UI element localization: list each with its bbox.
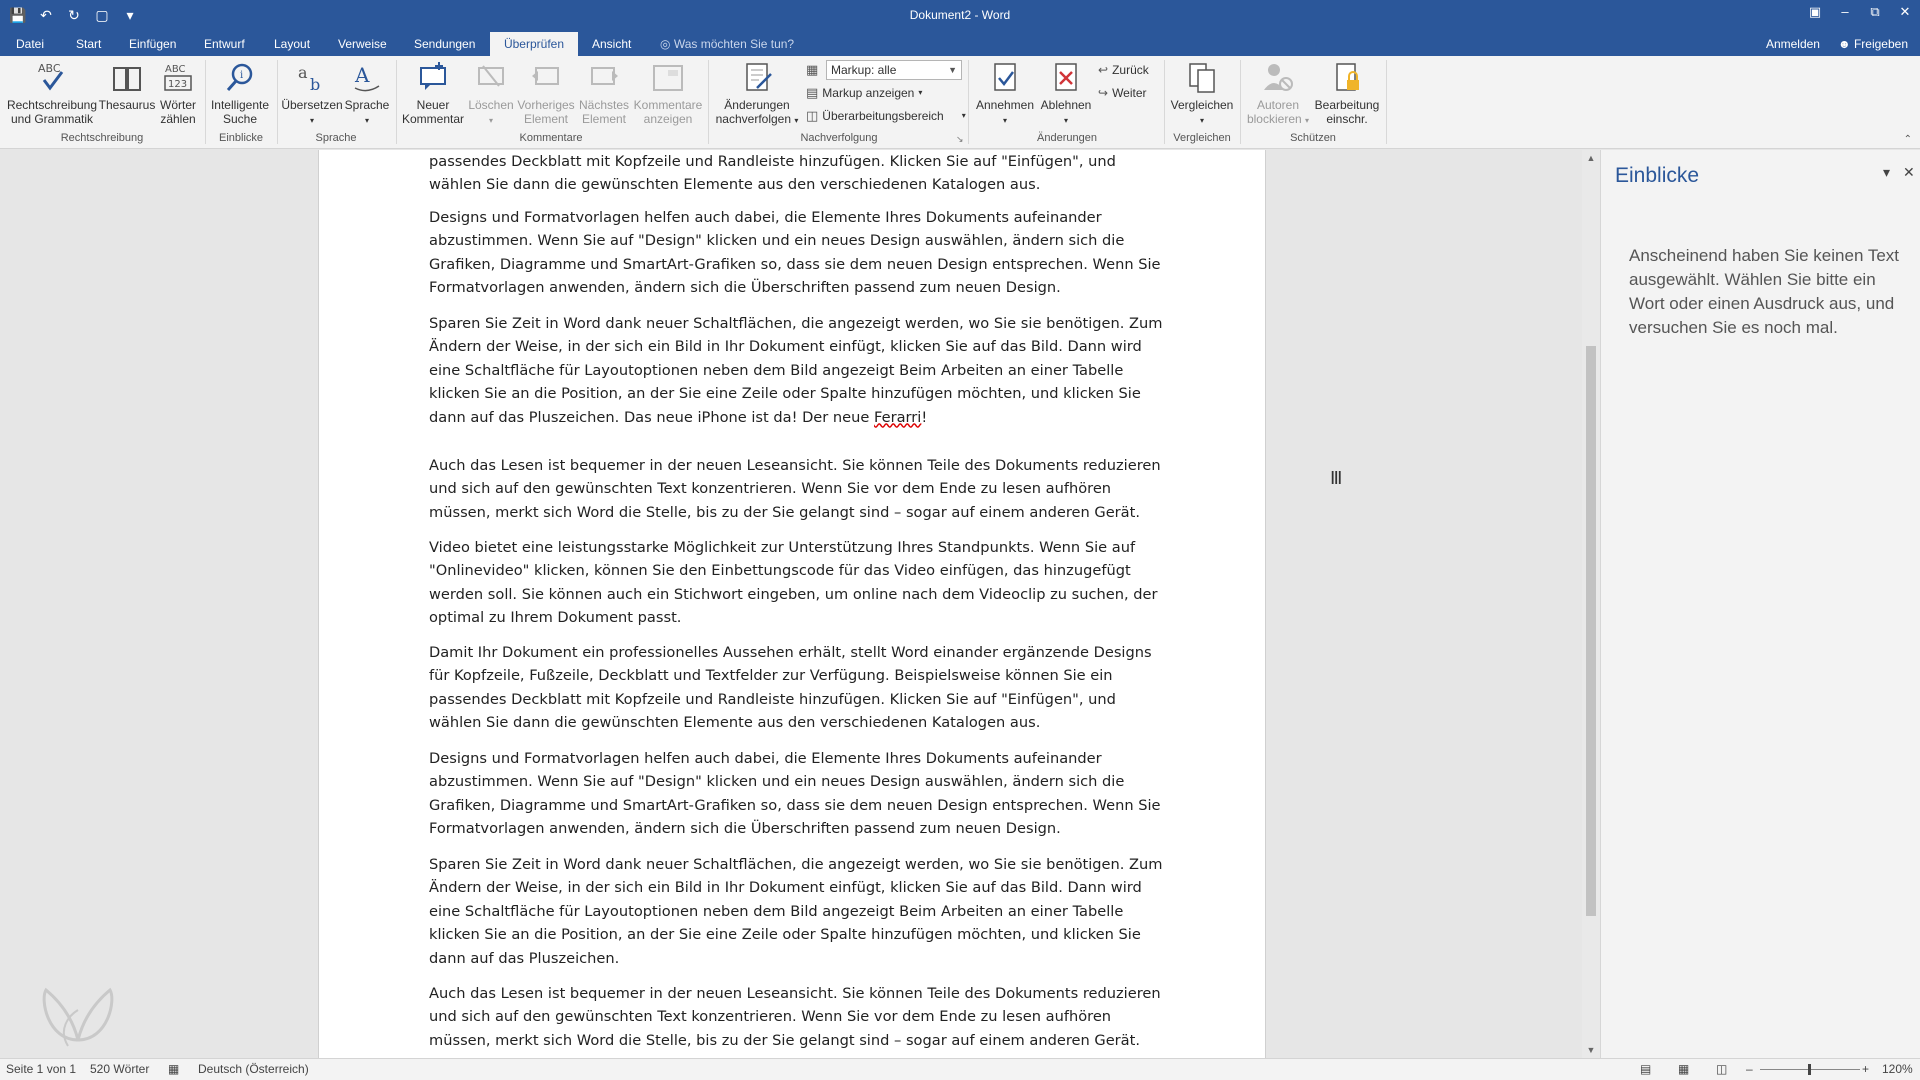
- svg-text:b: b: [310, 75, 321, 94]
- window-title: Dokument2 - Word: [909, 8, 1011, 22]
- group-separator: [1386, 60, 1387, 144]
- track-changes-button[interactable]: Änderungen nachverfolgen ▾: [712, 60, 802, 128]
- restore-icon[interactable]: ⧉: [1870, 4, 1880, 19]
- insights-pane: [1600, 150, 1920, 1058]
- paragraph: Video bietet eine leistungsstarke Möglichkeit zur Unterstützung Ihres Standpunkts. Wenn Sie auf "Onlinevideo" klicken, können Sie den Einbettungscode für das Video einfügen, das hinzugefügt werden soll. Sie können auch ein Stichwort eingeben, um online nach dem Videoclip zu suchen, der optimal zu Ihrem Dokument passt.: [429, 539, 1158, 627]
- book-icon: [109, 60, 145, 96]
- tab-datei[interactable]: Datei: [16, 37, 45, 51]
- smartlookup-label-2: Suche: [222, 112, 258, 126]
- previous-change-icon: ↩: [1098, 63, 1109, 77]
- compare-label: Vergleichen: [1170, 98, 1234, 112]
- next-label-1: Nächstes: [578, 98, 630, 112]
- show-markup-button[interactable]: [806, 83, 922, 103]
- show-markup-label: Markup anzeigen: [822, 86, 915, 100]
- svg-text:ABC: ABC: [38, 62, 61, 75]
- next-comment-icon: [586, 60, 622, 96]
- compare-button[interactable]: Vergleichen ▾: [1166, 60, 1238, 128]
- tell-me-search[interactable]: [660, 32, 794, 56]
- abc-check-icon: [34, 60, 70, 96]
- dialog-launcher-icon[interactable]: ↘: [956, 134, 964, 144]
- word-count-icon: [160, 60, 196, 96]
- share-button[interactable]: [1838, 32, 1908, 56]
- paragraph: Auch das Lesen ist bequemer in der neuen Leseansicht. Sie können Teile des Dokuments reduzieren und sich auf den gewünschten Text konzentrieren. Wenn Sie vor dem Ende zu lesen aufhören müssen, merkt sich Word die Stelle, bis zu der Sie gelangt sind – sogar auf einem anderen Gerät.: [429, 985, 1161, 1049]
- language-status[interactable]: Deutsch (Österreich): [198, 1062, 309, 1076]
- group-label-rechtschreibung: Rechtschreibung: [60, 132, 144, 144]
- block-authors-label-2: blockieren: [1246, 112, 1302, 126]
- ribbon: [0, 56, 1920, 149]
- undo-icon[interactable]: ↶: [40, 7, 52, 23]
- tab-ueberpruefen[interactable]: Überprüfen: [490, 32, 578, 56]
- wordcount-label-1: Wörter: [160, 98, 196, 112]
- group-separator: [396, 60, 397, 144]
- group-separator: [968, 60, 969, 144]
- group-label-vergleichen: Vergleichen: [1173, 132, 1231, 144]
- paragraph: Designs und Formatvorlagen helfen auch dabei, die Elemente Ihres Dokuments aufeinander abzustimmen. Wenn Sie auf "Design" klicken und ein neues Design auswählen, ändern sich die Grafiken, Diagramme und SmartArt-Grafiken so, dass sie dem neuen Design entsprechen. Wenn Sie Formatvorlagen anwenden, ändern sich die Überschriften passend zum neuen Design.: [429, 750, 1161, 838]
- show-comments-button[interactable]: [632, 60, 704, 126]
- page-count[interactable]: Seite 1 von 1: [6, 1062, 77, 1076]
- minimize-icon[interactable]: –: [1841, 4, 1849, 19]
- new-comment-button[interactable]: [398, 60, 468, 126]
- smart-lookup-button[interactable]: [208, 60, 272, 126]
- restrict-label-2: einschr.: [1326, 112, 1368, 126]
- lightbulb-icon: ◎: [660, 37, 671, 51]
- tab-layout[interactable]: Layout: [274, 37, 311, 51]
- markup-mode-icon-wrap: [806, 60, 818, 80]
- tab-sendungen[interactable]: Sendungen: [414, 37, 476, 51]
- scroll-down-icon[interactable]: ▼: [1586, 1045, 1596, 1055]
- previous-comment-button[interactable]: [516, 60, 576, 126]
- newcomment-label-1: Neuer: [416, 98, 450, 112]
- accept-icon: [987, 60, 1023, 96]
- previous-change-button[interactable]: [1098, 60, 1149, 80]
- compare-icon: [1184, 60, 1220, 96]
- chevron-down-icon: ▾: [918, 88, 923, 97]
- block-authors-label-1: Autoren: [1256, 98, 1300, 112]
- reviewing-pane-button[interactable]: [806, 106, 966, 126]
- next-change-button[interactable]: [1098, 83, 1147, 103]
- scroll-thumb[interactable]: [1586, 346, 1596, 916]
- signin-link[interactable]: Anmelden: [1765, 37, 1820, 51]
- svg-text:ABC: ABC: [165, 64, 186, 75]
- group-label-aenderungen: Änderungen: [1037, 132, 1097, 144]
- insights-title: Einblicke: [1615, 164, 1700, 187]
- insights-message: Anscheinend haben Sie keinen Text ausgewählt. Wählen Sie bitte ein Wort oder einen Ausdruck aus, und versuchen Sie es noch mal.: [1629, 246, 1899, 337]
- spelling-label-1: Rechtschreibung: [6, 98, 98, 112]
- window-controls: [1800, 0, 1920, 24]
- group-label-nachverfolgung: Nachverfolgung: [800, 132, 878, 144]
- delete-comment-icon: [473, 60, 509, 96]
- showcomments-label-2: anzeigen: [643, 112, 693, 126]
- previous-change-label: Zurück: [1112, 63, 1149, 77]
- language-icon: [349, 60, 385, 96]
- thesaurus-label: Thesaurus: [98, 98, 156, 112]
- group-label-schuetzen: Schützen: [1290, 132, 1336, 144]
- work-area: [0, 150, 1920, 1058]
- proofing-icon[interactable]: ▦: [168, 1062, 180, 1076]
- svg-text:123: 123: [168, 79, 188, 90]
- tab-ansicht[interactable]: Ansicht: [592, 37, 632, 51]
- reviewing-pane-icon: ◫: [806, 108, 819, 123]
- next-change-icon: ↪: [1098, 86, 1109, 100]
- print-layout-icon[interactable]: ▦: [1678, 1062, 1690, 1076]
- person-icon: ☻: [1837, 37, 1854, 51]
- block-authors-icon: [1260, 60, 1296, 96]
- group-label-sprache: Sprache: [315, 132, 357, 144]
- next-comment-button[interactable]: [576, 60, 632, 126]
- customize-icon[interactable]: ▾: [126, 7, 134, 23]
- next-label-2: Element: [581, 112, 627, 126]
- block-authors-button[interactable]: Autoren blockieren ▾: [1242, 60, 1314, 128]
- collapse-ribbon-icon[interactable]: ⌃: [1903, 134, 1912, 145]
- trackchanges-label-2: nachverfolgen: [715, 112, 792, 126]
- paragraph: passendes Deckblatt mit Kopfzeile und Randleiste hinzufügen. Klicken Sie auf "Einfügen", und wählen Sie dann die gewünschten Elemente aus den verschiedenen Katalogen aus.: [429, 153, 1116, 194]
- read-mode-icon[interactable]: ▤: [1640, 1062, 1652, 1076]
- paragraph-end: !: [921, 408, 928, 426]
- svg-text:A: A: [355, 63, 370, 87]
- spelling-label-2: und Grammatik: [10, 112, 94, 126]
- group-label-kommentare: Kommentare: [519, 132, 583, 144]
- tab-start[interactable]: Start: [76, 37, 102, 51]
- group-label-einblicke: Einblicke: [218, 132, 264, 144]
- word-count-button[interactable]: [156, 60, 200, 126]
- new-comment-icon: [415, 60, 451, 96]
- tab-verweise[interactable]: Verweise: [338, 37, 387, 51]
- smartlookup-label-1: Intelligente: [210, 98, 270, 112]
- accept-label: Annehmen: [975, 98, 1035, 112]
- paragraph: Sparen Sie Zeit in Word dank neuer Schaltflächen, die angezeigt werden, wo Sie sie benötigen. Zum Ändern der Weise, in der sich ein Bild in Ihr Dokument einfügt, klicken Sie auf das Bild. Dann wird eine Schaltfläche für Layoutoptionen neben dem Bild angezeigt Beim Arbeiten an einer Tabelle klicken Sie an die Position, an der Sie eine Zeile oder Spalte hinzufügen möchten, und klicken Sie dann auf das Pluszeichen.: [429, 856, 1163, 967]
- pane-close-icon[interactable]: ✕: [1903, 164, 1915, 180]
- zoom-level[interactable]: 120%: [1882, 1062, 1913, 1076]
- ribbon-display-icon[interactable]: ▣: [1808, 4, 1822, 19]
- text-cursor-icon: Ⅲ: [1330, 468, 1343, 488]
- chevron-down-icon: ▼: [948, 65, 957, 75]
- paragraph: Auch das Lesen ist bequemer in der neuen Leseansicht. Sie können Teile des Dokuments reduzieren und sich auf den gewünschten Text konzentrieren. Wenn Sie vor dem Ende zu lesen aufhören müssen, merkt sich Word die Stelle, bis zu der Sie gelangt sind – sogar auf einem anderen Gerät.: [429, 457, 1161, 521]
- restrict-label-1: Bearbeitung: [1314, 98, 1380, 112]
- language-button[interactable]: A Sprache ▾: [342, 60, 392, 128]
- share-label: Freigeben: [1853, 37, 1908, 51]
- account-area: [1766, 32, 1908, 56]
- tab-entwurf[interactable]: Entwurf: [204, 37, 245, 51]
- reject-icon: [1048, 60, 1084, 96]
- tell-me-text: Was möchten Sie tun?: [673, 37, 795, 51]
- delete-comment-button[interactable]: Löschen ▾: [466, 60, 516, 128]
- previous-label-1: Vorheriges: [517, 98, 575, 112]
- vertical-scrollbar[interactable]: [1582, 150, 1600, 1058]
- translate-icon: [294, 60, 330, 96]
- redo-icon[interactable]: ↻: [68, 7, 80, 23]
- close-icon[interactable]: ✕: [1899, 4, 1911, 19]
- print-preview-icon[interactable]: ▢: [95, 7, 109, 23]
- markup-select[interactable]: [826, 60, 962, 80]
- chevron-down-icon: ▾: [961, 111, 966, 120]
- paragraph-text: Sparen Sie Zeit in Word dank neuer Schaltflächen, die angezeigt werden, wo Sie sie benötigen. Zum Ändern der Weise, in der sich ein Bild in Ihr Dokument einfügt, klicken Sie auf das Bild. Dann wird eine Schaltfläche für Layoutoptionen neben dem Bild angezeigt Beim Arbeiten an einer Tabelle klicken Sie an die Position, an der Sie eine Zeile oder Spalte hinzufügen möchten, und klicken Sie dann auf das Pluszeichen. Das neue iPhone ist da! Der neue: [429, 315, 1163, 426]
- previous-comment-icon: [528, 60, 564, 96]
- misspelled-word[interactable]: Ferarri: [874, 408, 922, 426]
- document-page[interactable]: [318, 150, 1266, 1058]
- show-markup-icon: ▤: [806, 85, 819, 100]
- group-separator: [1164, 60, 1165, 144]
- lock-document-icon: [1329, 60, 1365, 96]
- svg-text:i: i: [240, 70, 244, 81]
- group-separator: [708, 60, 709, 144]
- thesaurus-button[interactable]: [98, 60, 156, 112]
- status-bar: [0, 1058, 1920, 1080]
- paragraph: Designs und Formatvorlagen helfen auch dabei, die Elemente Ihres Dokuments aufeinander abzustimmen. Wenn Sie auf "Design" klicken und ein neues Design auswählen, ändern sich die Grafiken, Diagramme und SmartArt-Grafiken so, dass sie dem neuen Design entsprechen. Wenn Sie Formatvorlagen anwenden, ändern sich die Überschriften passend zum neuen Design.: [429, 209, 1161, 297]
- magnifier-icon: [222, 60, 258, 96]
- word-count[interactable]: 520 Wörter: [90, 1062, 150, 1076]
- newcomment-label-2: Kommentar: [401, 112, 465, 126]
- translate-button[interactable]: a b Übersetzen ▾: [280, 60, 344, 128]
- restrict-editing-button[interactable]: [1310, 60, 1384, 126]
- previous-label-2: Element: [523, 112, 569, 126]
- paragraph: [429, 312, 1169, 429]
- spelling-grammar-button[interactable]: [4, 60, 100, 126]
- pane-options-icon[interactable]: ▾: [1883, 164, 1891, 180]
- reject-button[interactable]: Ablehnen ▾: [1034, 60, 1098, 128]
- web-layout-icon[interactable]: ◫: [1716, 1062, 1728, 1076]
- zoom-in-icon[interactable]: +: [1862, 1062, 1870, 1076]
- markup-mode-icon: ▦: [806, 62, 819, 77]
- translate-label: Übersetzen: [281, 98, 343, 112]
- markup-select-value: Markup: alle: [831, 63, 897, 77]
- zoom-out-icon[interactable]: –: [1746, 1062, 1753, 1076]
- next-change-label: Weiter: [1112, 86, 1147, 100]
- paragraph: Damit Ihr Dokument ein professionelles Aussehen erhält, stellt Word einander ergänzende Designs für Kopfzeile, Fußzeile, Deckblatt und Textfelder zur Verfügung. Beispielsweise können Sie ein passendes Deckblatt mit Kopfzeile und Randleiste hinzufügen. Klicken Sie auf "Einfügen", und wählen Sie dann die gewünschten Elemente aus den verschiedenen Katalogen aus.: [429, 644, 1152, 732]
- showcomments-label-1: Kommentare: [633, 98, 703, 112]
- title-bar: [0, 0, 1920, 32]
- save-icon[interactable]: 💾: [9, 7, 27, 23]
- tab-einfuegen[interactable]: Einfügen: [129, 37, 177, 51]
- language-label: Sprache: [344, 98, 390, 112]
- scroll-up-icon[interactable]: ▲: [1586, 153, 1596, 163]
- butterfly-logo-icon: [38, 980, 118, 1050]
- track-changes-icon: [739, 60, 775, 96]
- wordcount-label-2: zählen: [160, 112, 196, 126]
- zoom-slider-thumb[interactable]: [1808, 1064, 1811, 1075]
- trackchanges-label-1: Änderungen: [724, 98, 790, 112]
- show-comments-icon: [650, 60, 686, 96]
- svg-text:a: a: [298, 63, 308, 82]
- reviewing-pane-label: Überarbeitungsbereich: [822, 109, 944, 123]
- delete-label: Löschen: [468, 98, 514, 112]
- reject-label: Ablehnen: [1040, 98, 1092, 112]
- accept-button[interactable]: Annehmen ▾: [972, 60, 1038, 128]
- ribbon-tabs: [0, 32, 1920, 56]
- group-separator: [1240, 60, 1241, 144]
